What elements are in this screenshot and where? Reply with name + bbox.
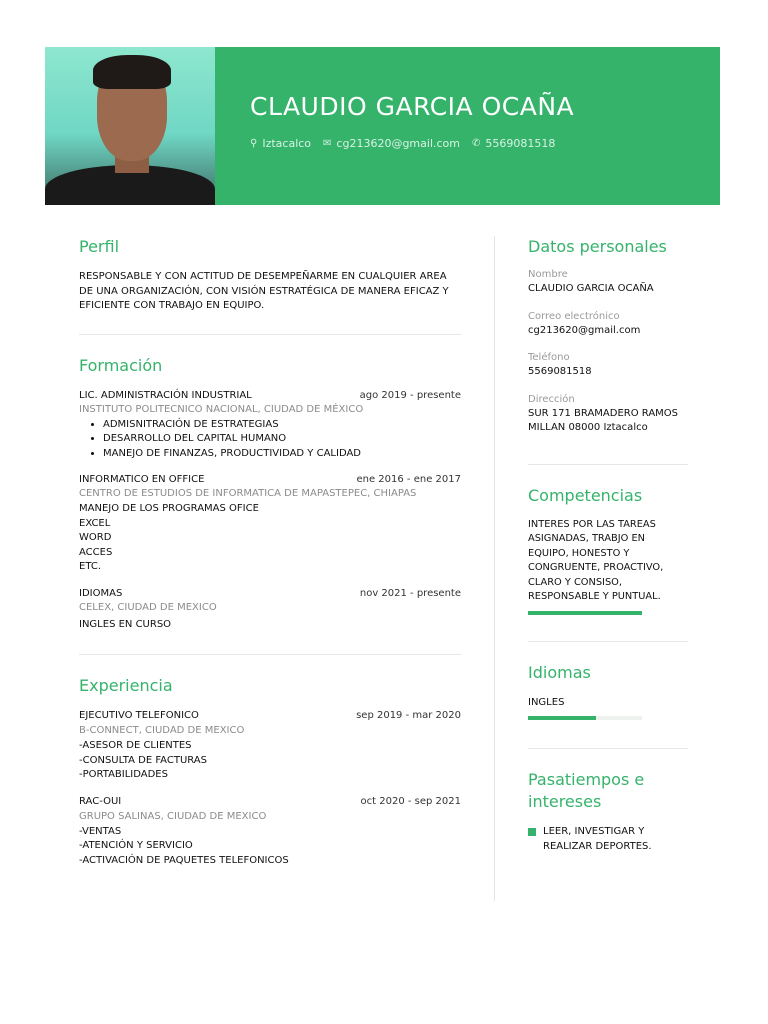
experience-place: GRUPO SALINAS, CIUDAD DE MEXICO bbox=[79, 810, 267, 822]
education-date: ene 2016 - ene 2017 bbox=[356, 474, 461, 485]
experience-title: EJECUTIVO TELEFONICO bbox=[79, 710, 199, 721]
education-title: IDIOMAS bbox=[79, 587, 123, 599]
field-value: 5569081518 bbox=[528, 366, 592, 377]
education-line: INGLES EN CURSO bbox=[79, 618, 172, 630]
profile-photo bbox=[45, 47, 215, 205]
education-place: CELEX, CIUDAD DE MEXICO bbox=[79, 601, 217, 613]
education-line: MANEJO DE LOS PROGRAMAS OFICE bbox=[79, 503, 259, 514]
competencias-bar-fill bbox=[528, 611, 642, 615]
education-line: ETC. bbox=[79, 561, 102, 572]
candidate-name: CLAUDIO GARCIA OCAÑA bbox=[250, 92, 575, 121]
section-title-perfil: Perfil bbox=[79, 237, 120, 256]
section-divider bbox=[79, 334, 461, 335]
education-title: LIC. ADMINISTRACIÓN INDUSTRIAL bbox=[79, 389, 252, 401]
competencias-text: INTERES POR LAS TAREAS ASIGNADAS, TRABJO EN EQUIPO, HONESTO Y CONGRUENTE, PROACTIVO, CLARO Y CONSISO, RESPONSABLE Y PUNTUAL. bbox=[528, 518, 664, 602]
map-pin-icon: ⚲ bbox=[250, 138, 258, 149]
education-place: INSTITUTO POLITECNICO NACIONAL, CIUDAD DE MÉXICO bbox=[79, 403, 364, 415]
field-label: Correo electrónico bbox=[528, 310, 620, 322]
field-value: SUR 171 BRAMADERO RAMOS MILLAN 08000 Iztacalco bbox=[528, 407, 679, 433]
experience-line: -ACTIVACIÓN DE PAQUETES TELEFONICOS bbox=[79, 854, 289, 866]
resume-header bbox=[45, 47, 720, 205]
list-item: • DESARROLLO DEL CAPITAL HUMANO bbox=[103, 432, 461, 447]
education-title: INFORMATICO EN OFFICE bbox=[79, 474, 205, 485]
experience-date: sep 2019 - mar 2020 bbox=[356, 710, 461, 721]
field-value: CLAUDIO GARCIA OCAÑA bbox=[528, 283, 654, 294]
field-label: Nombre bbox=[528, 269, 568, 280]
hobby-text: LEER, INVESTIGAR Y REALIZAR DEPORTES. bbox=[543, 826, 652, 852]
personal-field bbox=[528, 268, 688, 297]
section-title-competencias: Competencias bbox=[528, 485, 643, 505]
section-title-pasatiempos: Pasatiempos e intereses bbox=[528, 770, 645, 811]
experience-item bbox=[79, 795, 461, 869]
education-date: nov 2021 - presente bbox=[359, 587, 461, 599]
hobby-item bbox=[528, 825, 688, 854]
section-title-formacion: Formación bbox=[79, 355, 163, 375]
personal-field bbox=[528, 393, 688, 436]
field-label: Dirección bbox=[528, 393, 575, 405]
experience-line: -ATENCIÓN Y SERVICIO bbox=[79, 840, 193, 851]
education-item bbox=[79, 587, 461, 633]
experience-title: RAC-OUI bbox=[79, 795, 122, 807]
education-line: EXCEL bbox=[79, 517, 111, 529]
profile-text: RESPONSABLE Y CON ACTITUD DE DESEMPEÑARME EN CUALQUIER AREA DE UNA ORGANIZACIÓN, CON VISIÓN ESTRATÉGICA DE MANERA EFICAZ Y EFICIENTE CON TRABAJO EN EQUIPO. bbox=[79, 271, 449, 311]
personal-field bbox=[528, 310, 688, 339]
experience-line: -PORTABILIDADES bbox=[79, 769, 168, 780]
education-item bbox=[79, 389, 461, 462]
section-divider bbox=[528, 641, 688, 642]
email-text: cg213620@gmail.com bbox=[336, 137, 460, 150]
section-divider bbox=[79, 654, 461, 655]
experience-line: -VENTAS bbox=[79, 825, 122, 837]
language-level-bar bbox=[528, 716, 642, 720]
experience-place: B-CONNECT, CIUDAD DE MEXICO bbox=[79, 725, 245, 736]
field-label: Teléfono bbox=[528, 352, 570, 363]
personal-field bbox=[528, 351, 688, 380]
competencias-bar bbox=[528, 611, 642, 615]
phone-icon: ✆ bbox=[471, 138, 481, 149]
language-name: INGLES bbox=[528, 696, 565, 708]
phone-text: 5569081518 bbox=[485, 137, 556, 150]
education-line: ACCES bbox=[79, 546, 113, 558]
section-divider bbox=[528, 748, 688, 749]
language-level-fill bbox=[528, 716, 596, 720]
square-bullet-icon bbox=[528, 828, 536, 836]
section-title-idiomas: Idiomas bbox=[528, 662, 591, 682]
column-divider bbox=[494, 236, 495, 901]
section-divider bbox=[528, 464, 688, 465]
education-line: WORD bbox=[79, 532, 112, 543]
education-place: CENTRO DE ESTUDIOS DE INFORMATICA DE MAPASTEPEC, CHIAPAS bbox=[79, 488, 417, 499]
experience-line: -CONSULTA DE FACTURAS bbox=[79, 754, 207, 766]
list-item: • ADMISNITRACIÓN DE ESTRATEGIAS bbox=[103, 418, 461, 433]
section-title-datos: Datos personales bbox=[528, 237, 667, 256]
location-text: Iztacalco bbox=[262, 137, 312, 150]
side-column bbox=[528, 230, 688, 854]
main-column bbox=[79, 230, 461, 868]
education-item bbox=[79, 473, 461, 575]
field-value: cg213620@gmail.com bbox=[528, 324, 641, 336]
experience-date: oct 2020 - sep 2021 bbox=[360, 795, 461, 807]
education-date: ago 2019 - presente bbox=[359, 389, 461, 401]
contact-line bbox=[250, 137, 574, 150]
experience-line: -ASESOR DE CLIENTES bbox=[79, 740, 192, 751]
experience-item bbox=[79, 709, 461, 783]
section-title-experiencia: Experiencia bbox=[79, 676, 173, 695]
envelope-icon: ✉ bbox=[323, 138, 332, 149]
list-item: • MANEJO DE FINANZAS, PRODUCTIVIDAD Y CALIDAD bbox=[103, 447, 461, 462]
